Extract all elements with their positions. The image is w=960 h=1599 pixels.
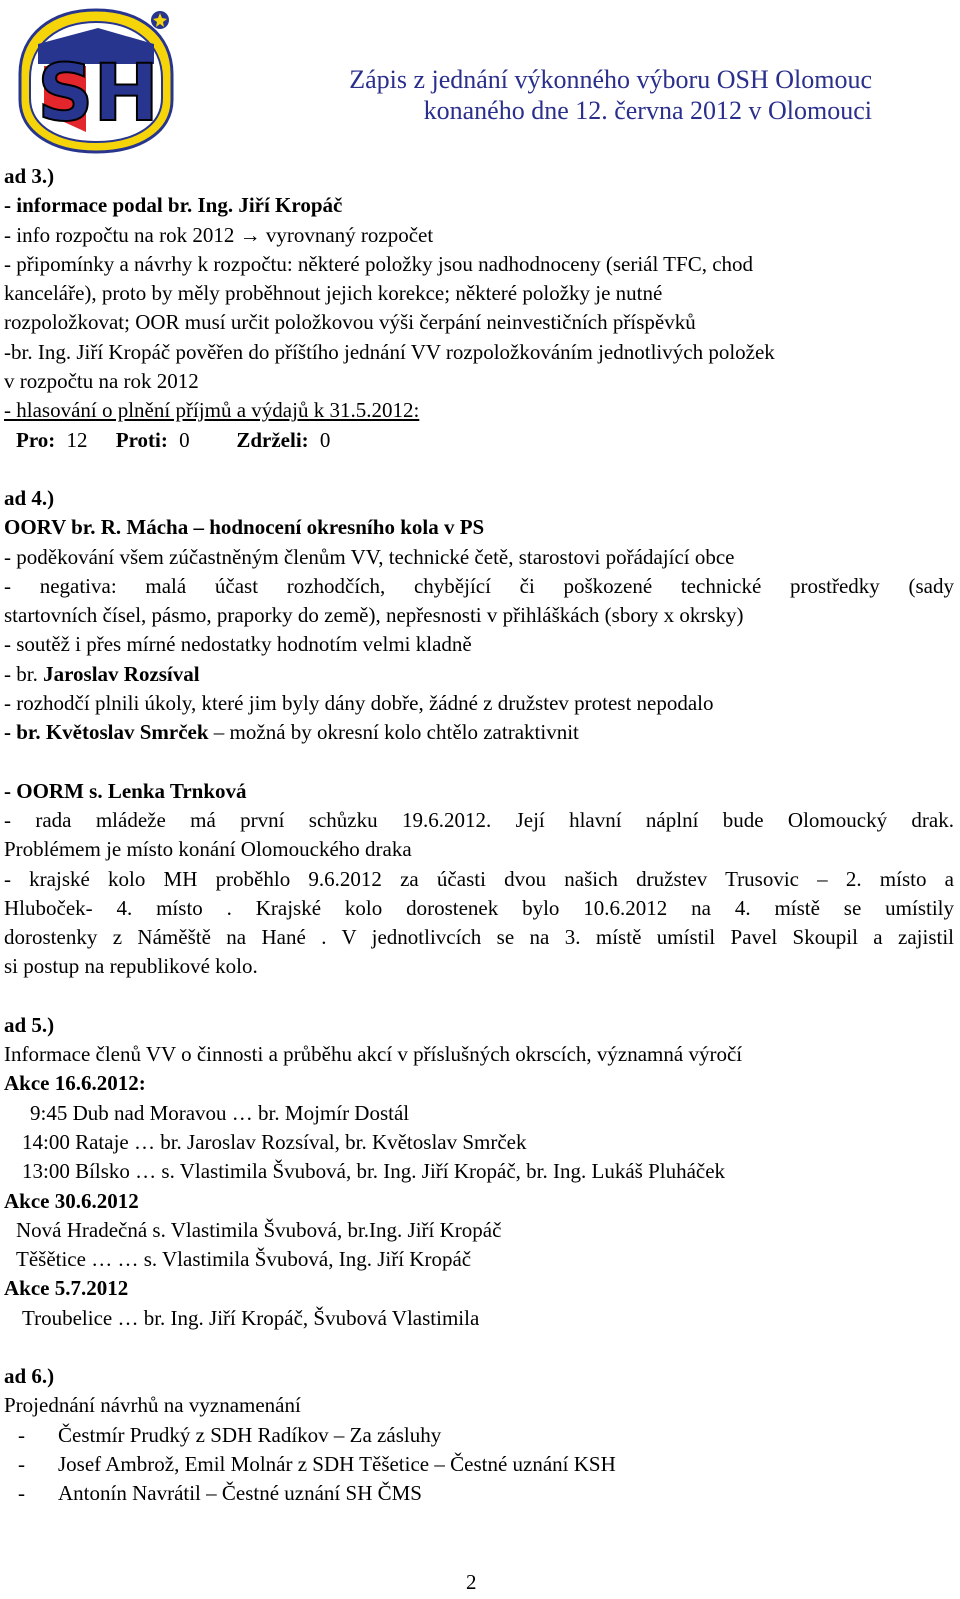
paragraph-line: startovních čísel, pásmo, praporky do země), nepřesnosti v přihláškách (sbory x okrsky) xyxy=(4,603,744,628)
document-body xyxy=(4,162,954,1508)
event-heading: Akce 16.6.2012: xyxy=(4,1071,146,1096)
paragraph-line: - rozhodčí plnili úkoly, které jim byly dány dobře, žádné z družstev protest nepodalo xyxy=(4,691,714,716)
vote-proti-label: Proti: xyxy=(115,427,168,452)
event-item: 14:00 Rataje … br. Jaroslav Rozsíval, br. Květoslav Smrček xyxy=(22,1129,527,1154)
oorm-heading: - OORM s. Lenka Trnková xyxy=(4,778,247,803)
section-ad6 xyxy=(4,1362,954,1508)
paragraph-line: Problémem je místo konání Olomouckého draka xyxy=(4,837,412,862)
event-item: 13:00 Bílsko … s. Vlastimila Švubová, br. Ing. Jiří Kropáč, br. Ing. Lukáš Pluháček xyxy=(22,1159,726,1184)
paragraph-line: kanceláře), proto by měly proběhnout jejich korekce; některé položky je nutné xyxy=(4,281,663,306)
person-name: Jaroslav Rozsíval xyxy=(43,661,200,686)
paragraph-line xyxy=(4,660,954,689)
paragraph-line: - soutěž i přes mírné nedostatky hodnotím velmi kladně xyxy=(4,632,472,657)
paragraph-line: - info rozpočtu na rok 2012 → vyrovnaný rozpočet xyxy=(4,222,434,247)
page-number: 2 xyxy=(466,1570,477,1594)
vote-heading: - hlasování o plnění příjmů a výdajů k 31.5.2012: xyxy=(4,398,420,423)
vote-zdrzeli-label: Zdrželi: xyxy=(236,427,309,452)
paragraph-line: - rada mládeže má první schůzku 19.6.2012. Její hlavní náplní bude Olomoucký drak. xyxy=(4,807,954,832)
dash-prefix: - br. xyxy=(4,661,38,686)
logo-lettering: SH xyxy=(37,49,159,139)
event-heading: Akce 5.7.2012 xyxy=(4,1276,129,1301)
paragraph-line: - informace podal br. Ing. Jiří Kropáč xyxy=(4,193,343,218)
paragraph-line xyxy=(4,718,954,747)
list-dash: - xyxy=(18,1451,25,1476)
event-item: Nová Hradečná s. Vlastimila Švubová, br.Ing. Jiří Kropáč xyxy=(16,1217,502,1242)
header-title: Zápis z jednání výkonného výboru OSH Olomouc xyxy=(349,65,872,94)
paragraph-line: Hluboček- 4. místo . Krajské kolo dorostenek bylo 10.6.2012 na 4. místě se umístily xyxy=(4,895,954,920)
person-name: - br. Květoslav Smrček xyxy=(4,720,209,745)
event-item: Těšětice … … s. Vlastimila Švubová, Ing. Jiří Kropáč xyxy=(16,1247,472,1272)
paragraph-line: si postup na republikové kolo. xyxy=(4,954,258,979)
paragraph-line: - krajské kolo MH proběhlo 9.6.2012 za účasti dvou našich družstev Trusovic – 2. místo a xyxy=(4,866,954,891)
paragraph-line: Projednání návrhů na vyznamenání xyxy=(4,1393,301,1418)
section-heading: ad 3.) xyxy=(4,164,55,188)
list-item xyxy=(4,1479,954,1508)
paragraph-text: – možná by okresní kolo chtělo zatraktivnit xyxy=(208,720,579,745)
list-item-text: Josef Ambrož, Emil Molnár z SDH Těšetice – Čestné uznání KSH xyxy=(58,1451,616,1476)
list-dash: - xyxy=(18,1422,25,1447)
event-heading: Akce 30.6.2012 xyxy=(4,1188,139,1213)
paragraph-line: - připomínky a návrhy k rozpočtu: některé položky jsou nadhodnoceny (seriál TFC, chod xyxy=(4,251,754,276)
header-subtitle: konaného dne 12. června 2012 v Olomouci xyxy=(423,96,872,125)
section-heading: ad 5.) xyxy=(4,1012,55,1037)
vote-pro-value: 12 xyxy=(66,427,88,452)
event-item: Troubelice … br. Ing. Jiří Kropáč, Švubová Vlastimila xyxy=(22,1305,480,1330)
section-ad5 xyxy=(4,1011,954,1333)
paragraph-line: OORV br. R. Mácha – hodnocení okresního kola v PS xyxy=(4,515,485,540)
section-ad3 xyxy=(4,162,954,455)
list-item-text: Antonín Navrátil – Čestné uznání SH ČMS xyxy=(58,1481,422,1506)
document-header xyxy=(349,64,872,126)
list-item xyxy=(4,1450,954,1479)
paragraph-line: -br. Ing. Jiří Kropáč pověřen do příštího jednání VV rozpoložkováním jednotlivých položek xyxy=(4,339,775,364)
list-item xyxy=(4,1421,954,1450)
vote-results xyxy=(4,426,954,455)
paragraph-line: rozpoložkovat; OOR musí určit položkovou výši čerpání neinvestičních příspěvků xyxy=(4,310,696,335)
section-ad4 xyxy=(4,484,954,982)
paragraph-line: - poděkování všem zúčastněným členům VV, technické četě, starostovi pořádající obce xyxy=(4,544,735,569)
paragraph-line: dorostenky z Náměště na Hané . V jednotlivcích se na 3. místě umístil Pavel Skoupil a zajistil xyxy=(4,925,954,950)
paragraph-line: - negativa: malá účast rozhodčích, chybějící či poškozené technické prostředky (sady xyxy=(4,573,954,598)
vote-zdrzeli-value: 0 xyxy=(319,427,331,452)
list-item-text: Čestmír Prudký z SDH Radíkov – Za zásluhy xyxy=(58,1422,442,1447)
osh-logo-icon xyxy=(12,4,180,156)
vote-pro-label: Pro: xyxy=(16,427,56,452)
section-heading: ad 4.) xyxy=(4,485,55,510)
paragraph-line: Informace členů VV o činnosti a průběhu akcí v příslušných okrscích, významná výročí xyxy=(4,1042,743,1067)
vote-proti-value: 0 xyxy=(179,427,190,452)
list-dash: - xyxy=(18,1481,25,1506)
section-heading: ad 6.) xyxy=(4,1363,55,1388)
event-item: 9:45 Dub nad Moravou … br. Mojmír Dostál xyxy=(30,1100,410,1125)
paragraph-line: v rozpočtu na rok 2012 xyxy=(4,369,199,394)
